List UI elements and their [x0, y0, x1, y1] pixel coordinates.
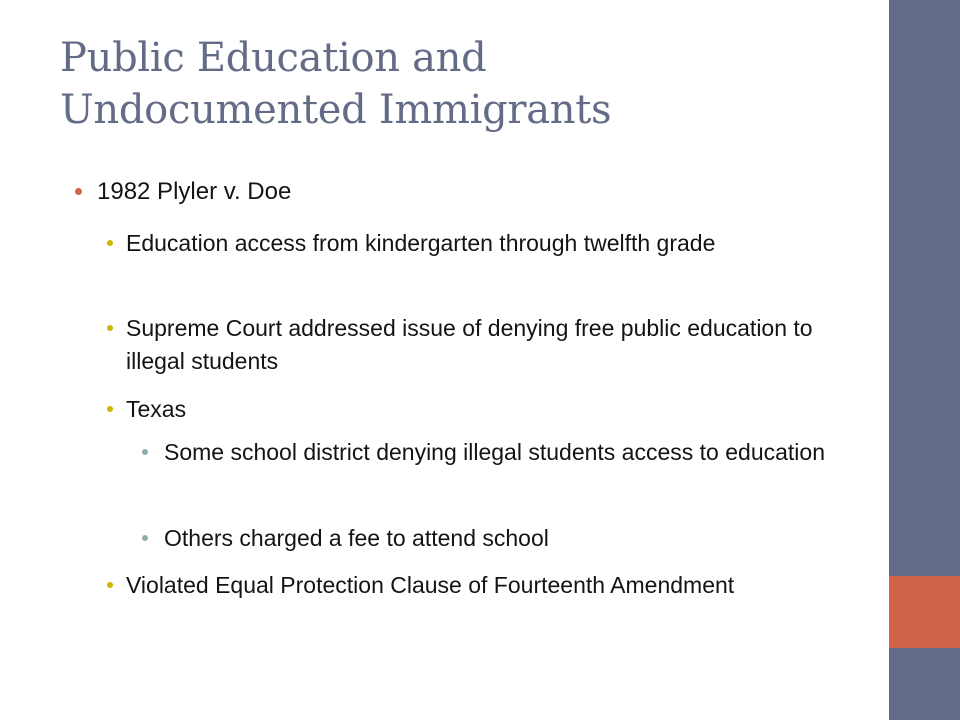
bullet-dot-icon — [107, 240, 113, 246]
bullet-item-level1 — [97, 175, 817, 208]
bullet-text: Some school district denying illegal students access to education — [164, 439, 825, 465]
bullet-item-level2 — [126, 312, 826, 378]
bullet-text: Others charged a fee to attend school — [164, 525, 549, 551]
bullet-text: Education access from kindergarten through twelfth grade — [126, 230, 716, 256]
bullet-item-level2 — [126, 569, 826, 602]
bullet-dot-icon — [107, 406, 113, 412]
bullet-text: Violated Equal Protection Clause of Fourteenth Amendment — [126, 572, 735, 598]
bullet-text: Texas — [126, 396, 187, 422]
bullet-item-level2 — [126, 393, 826, 426]
bullet-dot-icon — [107, 325, 113, 331]
bullet-dot-icon — [142, 535, 148, 541]
side-accent-block — [889, 576, 960, 648]
bullet-dot-icon — [75, 188, 82, 195]
slide-title-line-1: Public Education and — [60, 35, 487, 81]
bullet-text: Supreme Court addressed issue of denying free public education to illegal students — [126, 315, 813, 374]
bullet-dot-icon — [107, 582, 113, 588]
bullet-item-level3 — [164, 436, 844, 469]
bullet-item-level2 — [126, 227, 826, 260]
bullet-dot-icon — [142, 449, 148, 455]
slide-title-line-2: Undocumented Immigrants — [60, 87, 612, 133]
bullet-item-level3 — [164, 522, 844, 555]
bullet-text: 1982 Plyler v. Doe — [97, 178, 292, 205]
